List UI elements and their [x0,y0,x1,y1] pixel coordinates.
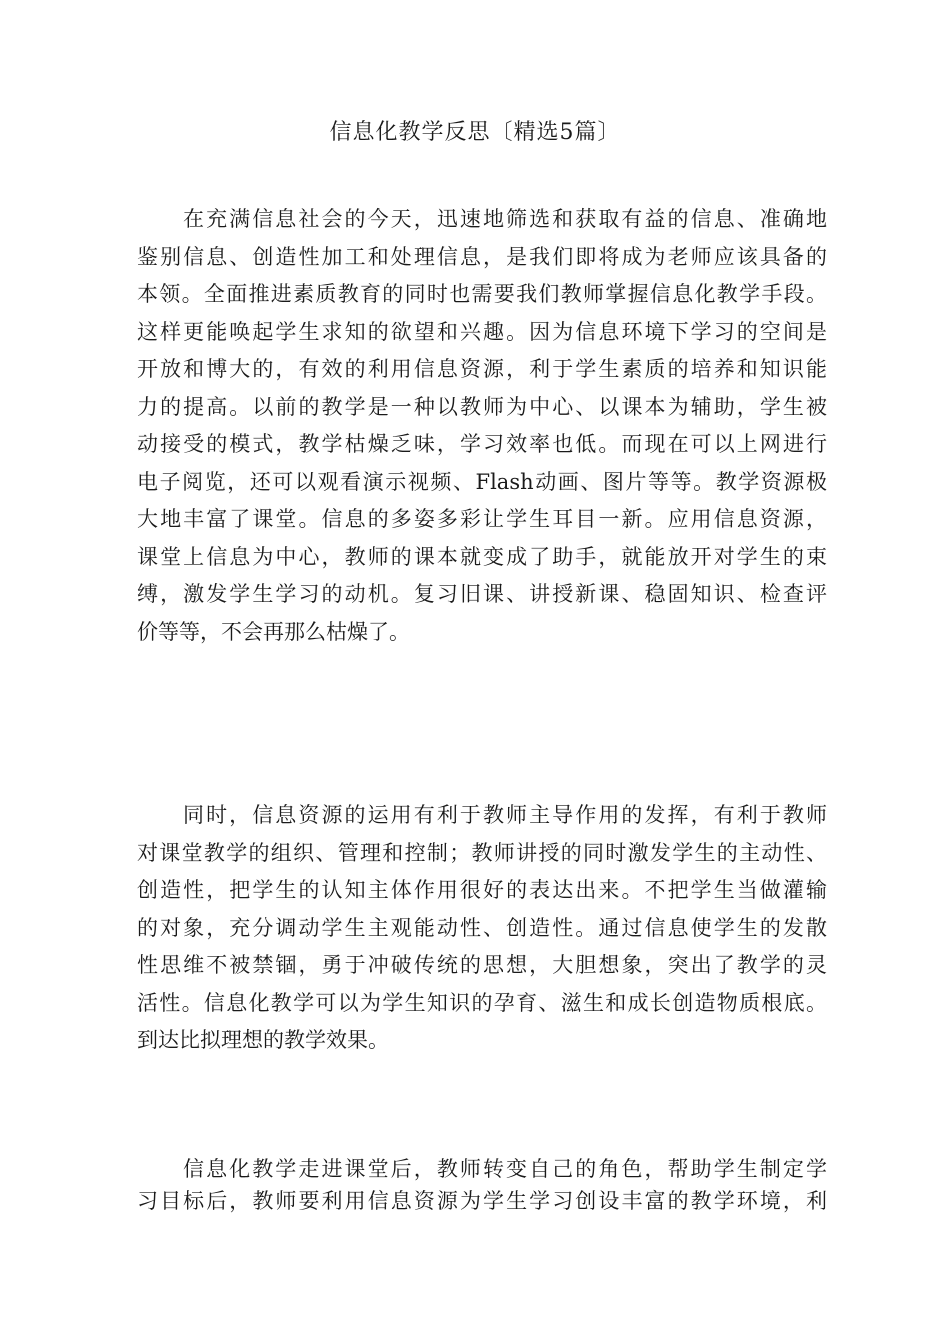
text-line: 电子阅览，还可以观看演示视频、Flash动画、图片等等。教学资源极 [137,469,827,494]
text-line: 性思维不被禁锢，勇于冲破传统的思想，大胆想象，突出了教学的灵 [137,953,827,977]
document-title: 信息化教学反思〔精选5篇〕 [329,120,621,145]
text-line: 力的提高。以前的教学是一种以教师为中心、以课本为辅助，学生被 [137,394,827,419]
text-line: 大地丰富了课堂。信息的多姿多彩让学生耳目一新。应用信息资源， [137,507,827,531]
text-line: 在充满信息社会的今天，迅速地筛选和获取有益的信息、准确地 [183,207,827,231]
paragraph-1 [137,201,827,651]
text-line: 缚，激发学生学习的动机。复习旧课、讲授新课、稳固知识、检查评 [137,582,827,606]
text-line: 对课堂教学的组织、管理和控制；教师讲授的同时激发学生的主动性、 [137,840,827,865]
paragraph-2 [137,797,827,1060]
text-line: 这样更能唤起学生求知的欲望和兴趣。因为信息环境下学习的空间是 [137,319,827,344]
text-line: 到达比拟理想的教学效果。 [137,1028,389,1052]
text-line: 信息化教学走进课堂后，教师转变自己的角色，帮助学生制定学 [183,1157,827,1181]
text-line: 习目标后，教师要利用信息资源为学生学习创设丰富的教学环境，利 [137,1189,827,1213]
text-line: 创造性，把学生的认知主体作用很好的表达出来。不把学生当做灌输 [137,878,827,902]
text-line: 鉴别信息、创造性加工和处理信息，是我们即将成为老师应该具备的 [137,244,827,269]
paragraph-3 [137,1153,827,1217]
text-line: 本领。全面推进素质教育的同时也需要我们教师掌握信息化教学手段。 [137,282,827,306]
text-line: 开放和博大的，有效的利用信息资源，利于学生素质的培养和知识能 [137,357,827,381]
text-line: 课堂上信息为中心，教师的课本就变成了助手，就能放开对学生的束 [137,544,827,569]
text-line: 价等等，不会再那么枯燥了。 [137,619,410,644]
text-line: 活性。信息化教学可以为学生知识的孕育、滋生和成长创造物质根底。 [137,990,827,1015]
text-line: 动接受的模式，教学枯燥乏味，学习效率也低。而现在可以上网进行 [137,432,827,456]
text-line: 同时，信息资源的运用有利于教师主导作用的发挥，有利于教师 [183,803,827,827]
text-line: 的对象，充分调动学生主观能动性、创造性。通过信息使学生的发散 [137,915,827,940]
